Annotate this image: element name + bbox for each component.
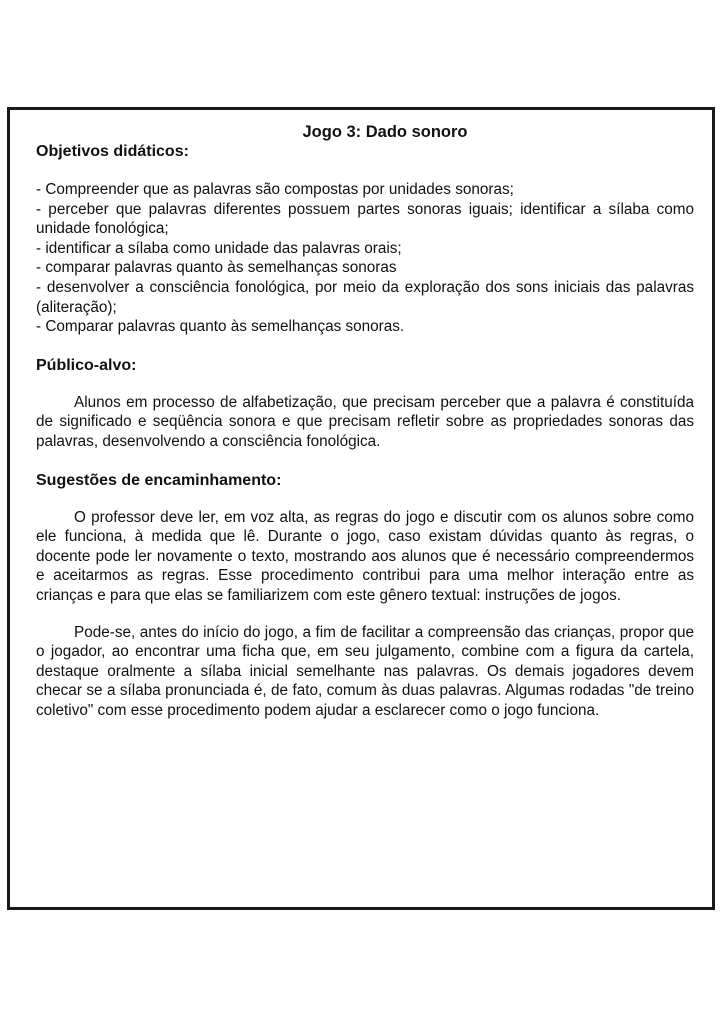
objectives-heading: Objetivos didáticos: [36,143,189,160]
document-title: Jogo 3: Dado sonoro [302,123,468,141]
objective-item: - desenvolver a consciência fonológica, por meio da exploração dos sons iniciais das palavras (aliteração); [36,278,694,316]
objective-item: - Compreender que as palavras são compostas por unidades sonoras; [36,181,514,198]
suggestions-heading: Sugestões de encaminhamento: [36,471,282,489]
audience-heading: Público-alvo: [36,356,137,374]
objectives-list [36,180,694,337]
audience-paragraph: Alunos em processo de alfabetização, que precisam perceber que a palavra é constituída de significado e seqüência sonora e que precisam refletir sobre as propriedades sonoras das palavras, desenvolvendo a consciência fonológica. [36,393,694,450]
document-frame [7,107,715,910]
objective-item: - identificar a sílaba como unidade das palavras orais; [36,239,402,257]
suggestions-paragraph: O professor deve ler, em voz alta, as regras do jogo e discutir com os alunos sobre como ele funciona, à medida que lê. Durante o jogo, caso existam dúvidas quanto às regras, o docente pode ler novamente o texto, mostrando aos alunos que é necessário compreendermos e aceitarmos as regras. Esse procedimento contribui para uma melhor interação entre as crianças e para que elas se familiarizem com este gênero textual: instruções de jogos. [36,508,694,604]
objective-item: - comparar palavras quanto às semelhanças sonoras [36,259,397,277]
suggestions-paragraph: Pode-se, antes do início do jogo, a fim de facilitar a compreensão das crianças, propor que o jogador, ao encontrar uma ficha que, em seu julgamento, combine com a figura da cartela, destaque oralmente a sílaba inicial semelhante nas palavras. Os demais jogadores devem checar se a sílaba pronunciada é, de fato, comum às duas palavras. Algumas rodadas "de treino coletivo" com esse procedimento podem ajudar a esclarecer como o jogo funciona. [36,623,694,719]
objective-item: - Comparar palavras quanto às semelhanças sonoras. [36,318,405,336]
objective-item: - perceber que palavras diferentes possuem partes sonoras iguais; identificar a sílaba como unidade fonológica; [36,200,694,238]
